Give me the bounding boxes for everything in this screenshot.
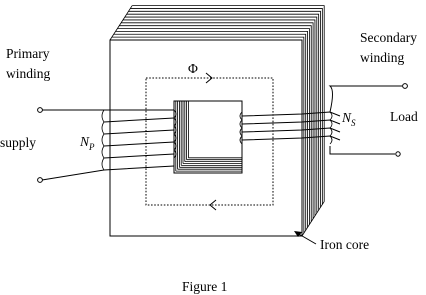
- np-main: N: [80, 134, 90, 149]
- core-window: [174, 101, 242, 173]
- primary-winding-label-line1: Primary: [6, 46, 50, 61]
- np-subscript: P: [89, 142, 95, 152]
- secondary-winding-label-line1: Secondary: [360, 30, 417, 45]
- np-label: [79, 134, 95, 152]
- iron-core-label: Iron core: [320, 237, 370, 252]
- figure-caption: Figure 1: [182, 279, 228, 294]
- flux-label: Φ: [188, 61, 198, 76]
- secondary-terminal-bottom: [396, 152, 400, 156]
- ns-main: N: [342, 110, 352, 125]
- ns-subscript: S: [351, 118, 356, 128]
- ns-label: [341, 110, 356, 128]
- supply-label: supply: [0, 135, 37, 150]
- primary-terminal-top: [38, 108, 43, 113]
- primary-winding-label-line2: winding: [6, 66, 51, 81]
- primary-terminal-bottom: [38, 178, 43, 183]
- load-label: Load: [390, 109, 418, 124]
- secondary-winding-label-line2: winding: [360, 50, 405, 65]
- secondary-terminal-top: [403, 84, 408, 89]
